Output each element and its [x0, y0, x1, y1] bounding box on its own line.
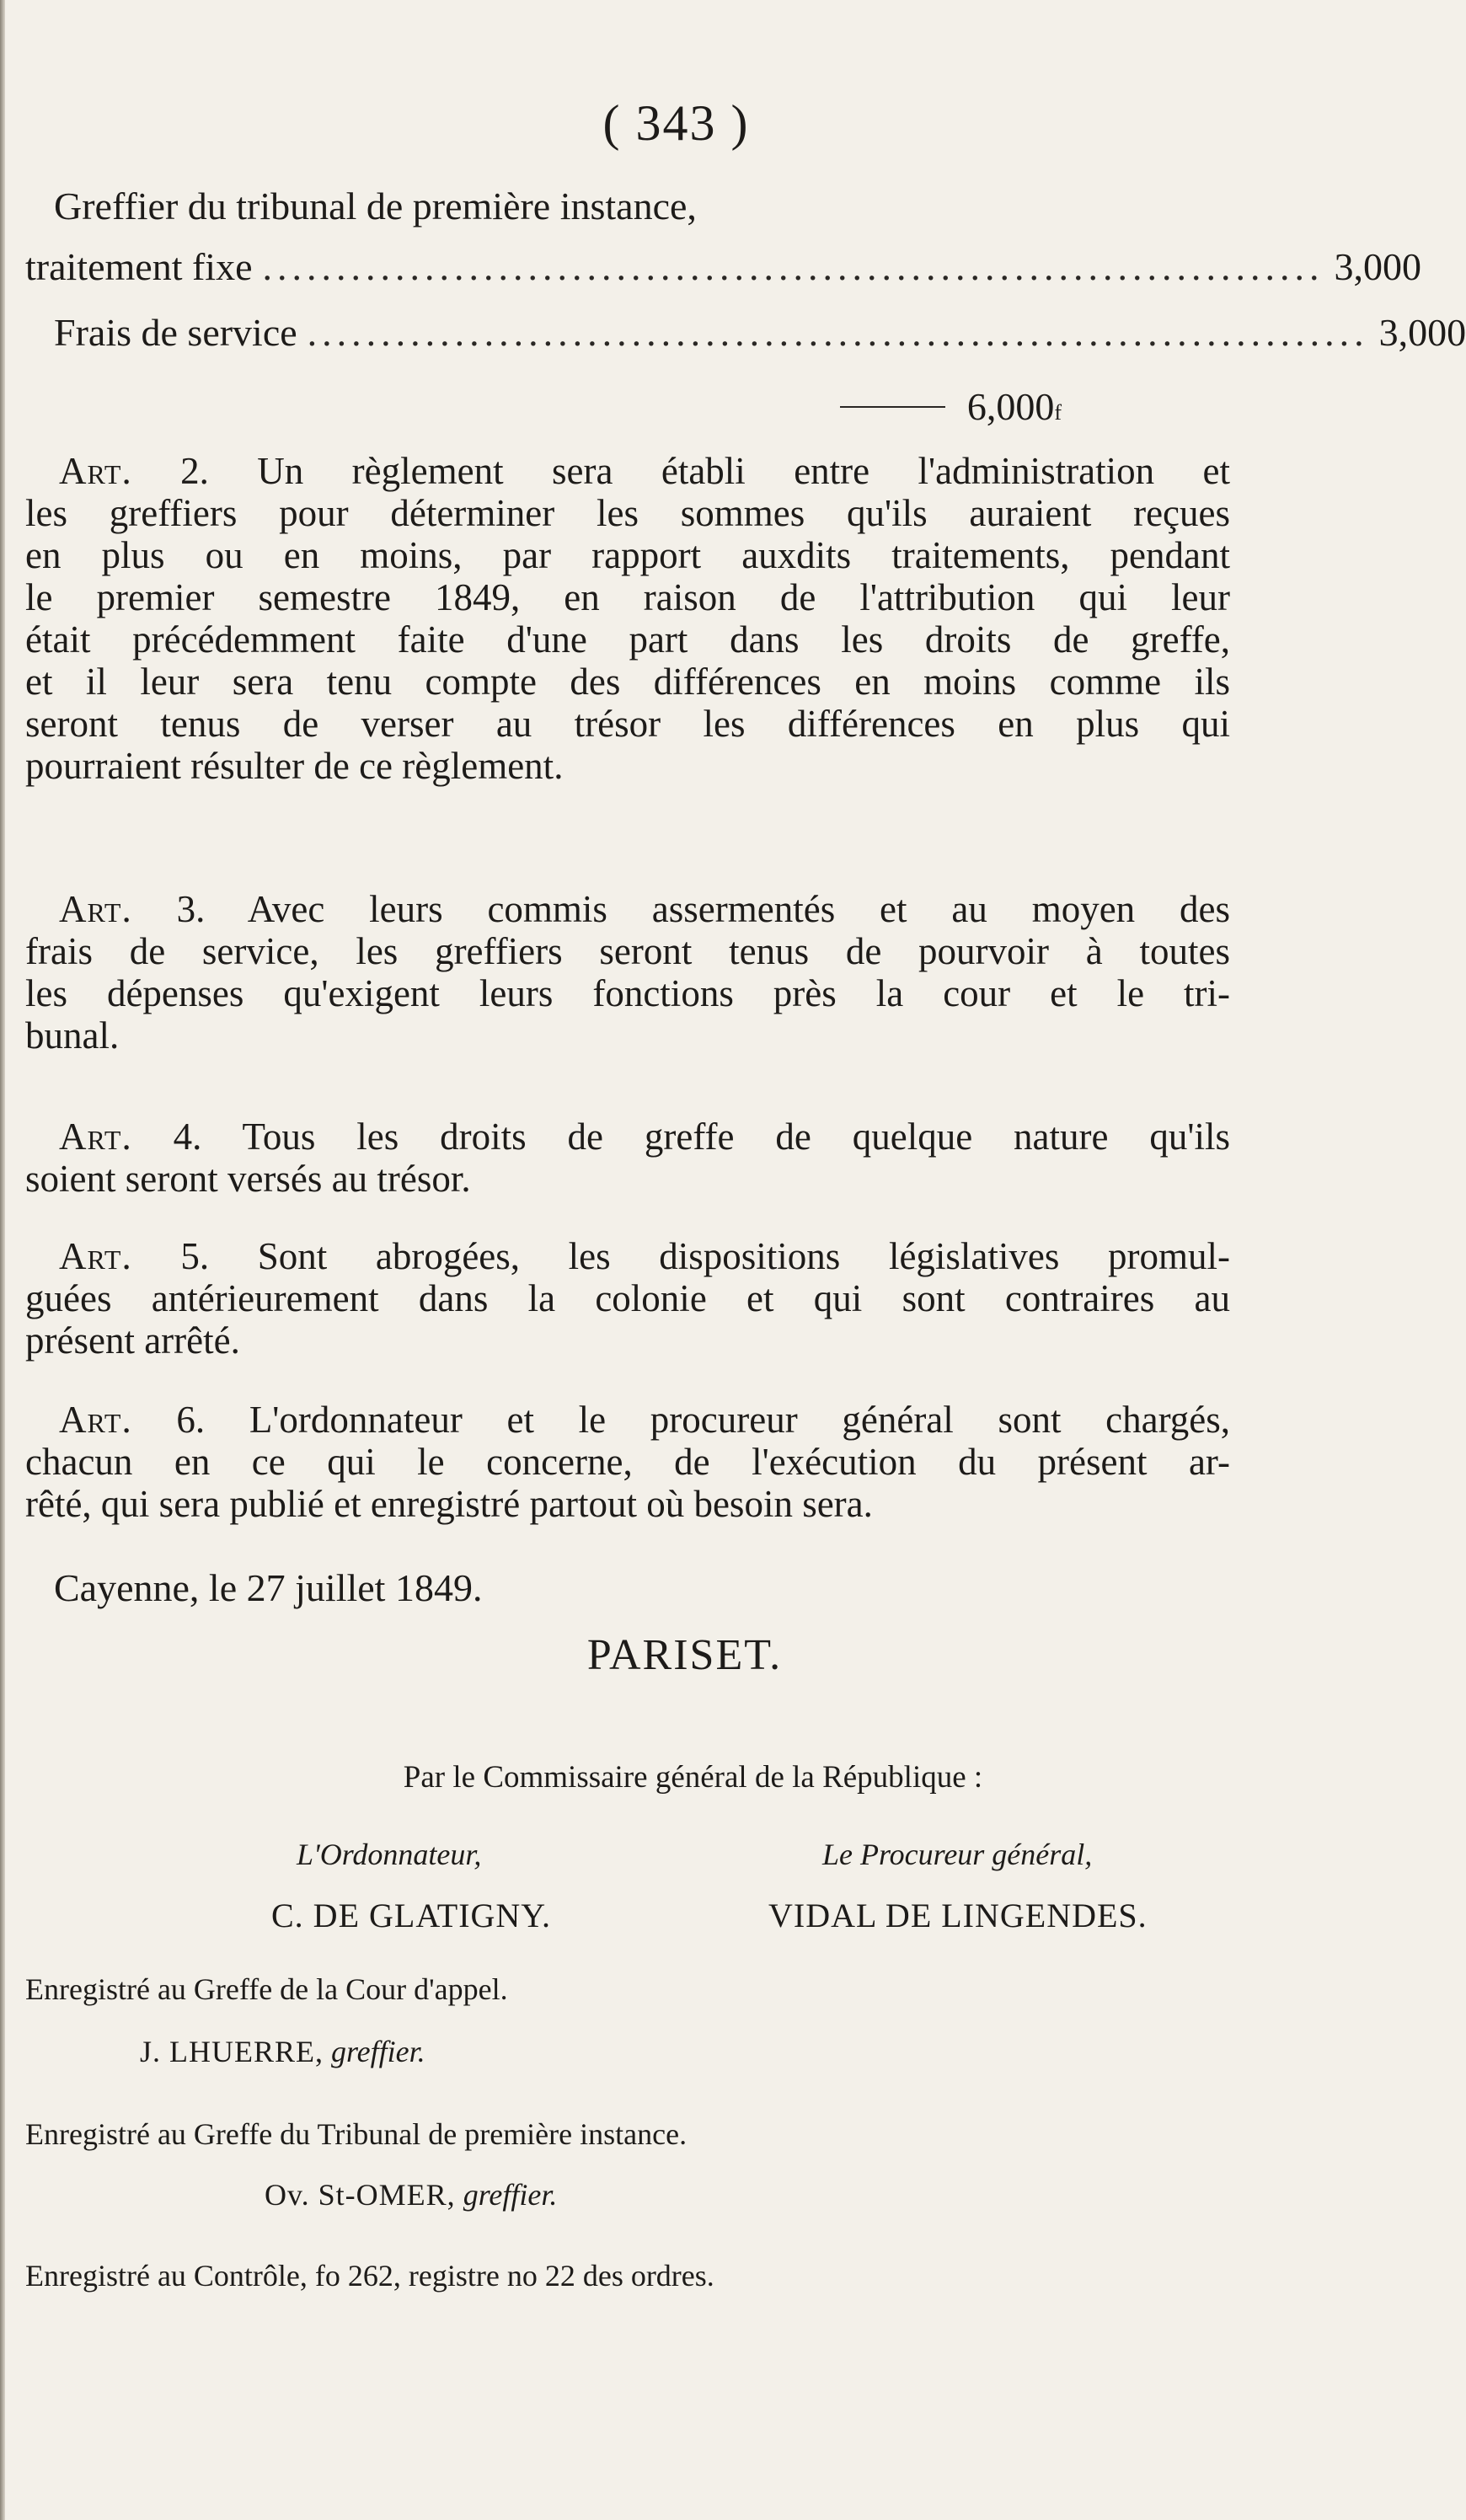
article-line: Art. 6. L'ordonnateur et le procureur général sont chargés,: [59, 1399, 1230, 1441]
article-label: Art.: [59, 1116, 132, 1158]
salary-row-amount: 3,000: [1378, 311, 1466, 354]
article-line: chacun en ce qui le concerne, de l'exécution du présent ar-: [25, 1441, 1230, 1483]
article-line: soient seront versés au trésor.: [25, 1158, 471, 1200]
article-number: 4.: [173, 1116, 202, 1158]
article-2: [25, 450, 1230, 787]
countersign-right-name: VIDAL DE LINGENDES.: [768, 1897, 1148, 1934]
article-5: [25, 1235, 1230, 1362]
article-line: Art. 3. Avec leurs commis assermentés et au moyen des: [59, 888, 1230, 930]
place-date: Cayenne, le 27 juillet 1849.: [54, 1566, 483, 1609]
article-label: Art.: [59, 1235, 132, 1277]
registration-tribunal-signer: Ov. St-OMER, greffier.: [265, 2178, 558, 2212]
registration-court: Enregistré au Greffe de la Cour d'appel.: [25, 1972, 508, 2006]
article-line: et il leur sera tenu compte des différences en moins comme ils: [25, 661, 1230, 703]
article-number: 3.: [176, 888, 206, 930]
countersign-right-title: Le Procureur général,: [822, 1838, 1093, 1871]
article-line: les greffiers pour déterminer les sommes qu'ils auraient reçues: [25, 492, 1230, 534]
article-number: 2.: [180, 450, 209, 492]
salary-total-value: 6,000: [966, 385, 1055, 428]
countersign-left-title: L'Ordonnateur,: [297, 1838, 482, 1871]
salary-row-label: Frais de service: [54, 311, 297, 354]
article-line: Art. 2. Un règlement sera établi entre l'administration et: [59, 450, 1230, 492]
by-line: Par le Commissaire général de la République :: [403, 1760, 983, 1795]
article-label: Art.: [59, 450, 132, 492]
article-line: en plus ou en moins, par rapport auxdits traitements, pendant: [25, 534, 1230, 576]
signer-name: PARISET.: [586, 1631, 783, 1679]
article-line: Art. 5. Sont abrogées, les dispositions législatives promul-: [59, 1235, 1230, 1277]
salary-row-service: [54, 311, 1466, 354]
page-number: ( 343 ): [602, 95, 750, 151]
article-line: seront tenus de verser au trésor les différences en plus qui: [25, 703, 1230, 745]
registration-control: Enregistré au Contrôle, fo 262, registre no 22 des ordres.: [25, 2259, 714, 2293]
registration-tribunal: Enregistré au Greffe du Tribunal de première instance.: [25, 2117, 688, 2151]
article-label: Art.: [59, 1399, 132, 1441]
salary-total-unit: f: [1054, 400, 1062, 425]
article-6: [25, 1399, 1230, 1525]
article-number: 6.: [176, 1399, 206, 1441]
article-line: guées antérieurement dans la colonie et qui sont contraires au: [25, 1277, 1230, 1319]
article-line: Art. 4. Tous les droits de greffe de quelque nature qu'ils: [59, 1116, 1231, 1158]
article-line: bunal.: [25, 1014, 120, 1057]
leader-dots: ........................................................................: [262, 245, 1324, 288]
article-line: pourraient résulter de ce règlement.: [25, 745, 564, 787]
article-3: [25, 888, 1230, 1057]
article-line: le premier semestre 1849, en raison de l'attribution qui leur: [25, 576, 1230, 618]
article-4: [25, 1116, 1230, 1200]
countersign-left-name: C. DE GLATIGNY.: [271, 1897, 552, 1934]
article-number: 5.: [180, 1235, 210, 1277]
salary-row-label: traitement fixe: [25, 245, 253, 288]
article-label: Art.: [59, 888, 132, 930]
leader-dots: ........................................................................: [307, 311, 1369, 354]
article-line: présent arrêté.: [25, 1319, 240, 1362]
total-rule: [840, 406, 945, 408]
salary-total: [826, 384, 1062, 429]
registration-court-signer: J. LHUERRE, greffier.: [140, 2035, 425, 2068]
salary-row-fixed: [25, 245, 1421, 288]
article-line: était précédemment faite d'une part dans les droits de greffe,: [25, 618, 1230, 661]
article-line: les dépenses qu'exigent leurs fonctions près la cour et le tri-: [25, 972, 1230, 1014]
salary-row-amount: 3,000: [1334, 245, 1421, 288]
article-line: frais de service, les greffiers seront tenus de pourvoir à toutes: [25, 930, 1230, 972]
salary-heading: Greffier du tribunal de première instance,: [54, 185, 697, 227]
article-line: rêté, qui sera publié et enregistré partout où besoin sera.: [25, 1483, 873, 1525]
